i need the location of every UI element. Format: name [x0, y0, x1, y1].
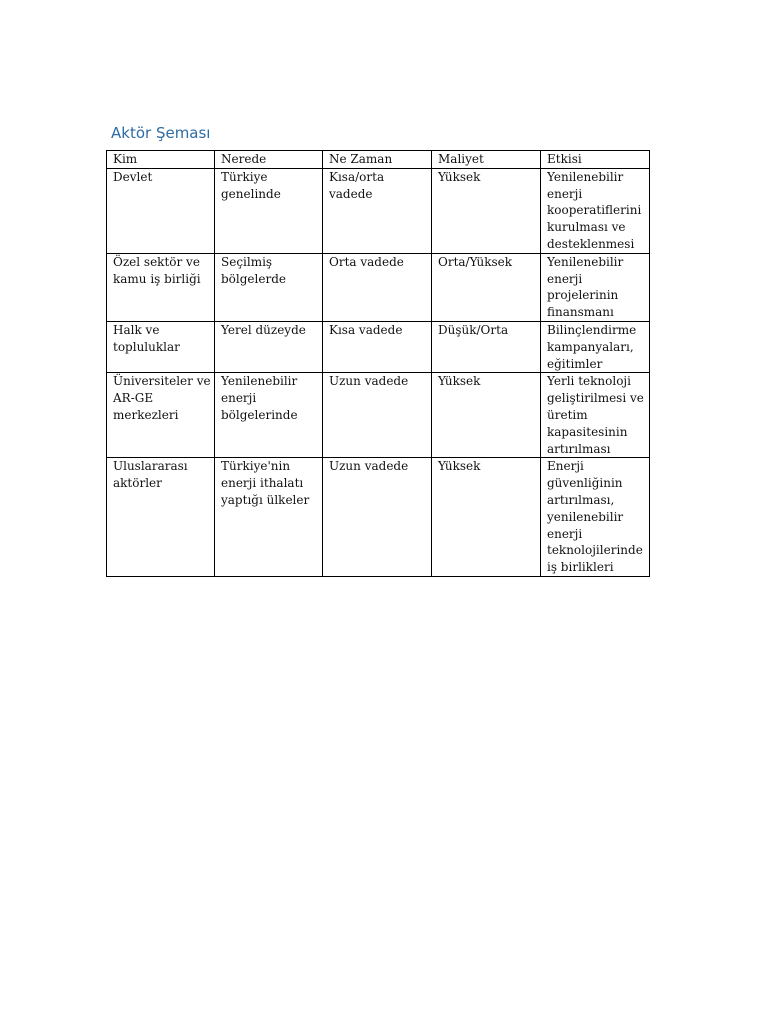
cell-nerede: Seçilmiş bölgelerde	[215, 253, 323, 321]
cell-ne-zaman: Kısa/orta vadede	[323, 168, 432, 253]
cell-ne-zaman: Uzun vadede	[323, 458, 432, 577]
column-header-maliyet: Maliyet	[432, 151, 541, 169]
cell-maliyet: Yüksek	[432, 168, 541, 253]
table-row	[107, 168, 650, 253]
cell-nerede: Yerel düzeyde	[215, 321, 323, 372]
cell-etkisi: Enerji güvenliğinin artırılması, yenilenebilir enerji teknolojilerinde iş birlikleri	[541, 458, 650, 577]
cell-etkisi: Yenilenebilir enerji kooperatiflerini kurulması ve desteklenmesi	[541, 168, 650, 253]
cell-maliyet: Yüksek	[432, 373, 541, 458]
table-row	[107, 321, 650, 372]
cell-ne-zaman: Uzun vadede	[323, 373, 432, 458]
table-header-row	[107, 151, 650, 169]
cell-kim: Halk ve topluluklar	[107, 321, 215, 372]
actor-table	[106, 150, 650, 577]
column-header-ne-zaman: Ne Zaman	[323, 151, 432, 169]
column-header-nerede: Nerede	[215, 151, 323, 169]
page-title: Aktör Şeması	[111, 124, 211, 142]
cell-kim: Üniversiteler ve AR-GE merkezleri	[107, 373, 215, 458]
cell-etkisi: Yenilenebilir enerji projelerinin finansmanı	[541, 253, 650, 321]
cell-nerede: Türkiye genelinde	[215, 168, 323, 253]
cell-maliyet: Düşük/Orta	[432, 321, 541, 372]
cell-nerede: Türkiye'nin enerji ithalatı yaptığı ülkeler	[215, 458, 323, 577]
table-row	[107, 458, 650, 577]
cell-kim: Özel sektör ve kamu iş birliği	[107, 253, 215, 321]
cell-nerede: Yenilenebilir enerji bölgelerinde	[215, 373, 323, 458]
column-header-kim: Kim	[107, 151, 215, 169]
column-header-etkisi: Etkisi	[541, 151, 650, 169]
cell-etkisi: Bilinçlendirme kampanyaları, eğitimler	[541, 321, 650, 372]
cell-maliyet: Orta/Yüksek	[432, 253, 541, 321]
cell-maliyet: Yüksek	[432, 458, 541, 577]
cell-kim: Devlet	[107, 168, 215, 253]
cell-ne-zaman: Orta vadede	[323, 253, 432, 321]
cell-ne-zaman: Kısa vadede	[323, 321, 432, 372]
table-row	[107, 253, 650, 321]
table-row	[107, 373, 650, 458]
cell-kim: Uluslararası aktörler	[107, 458, 215, 577]
cell-etkisi: Yerli teknoloji geliştirilmesi ve üretim kapasitesinin artırılması	[541, 373, 650, 458]
